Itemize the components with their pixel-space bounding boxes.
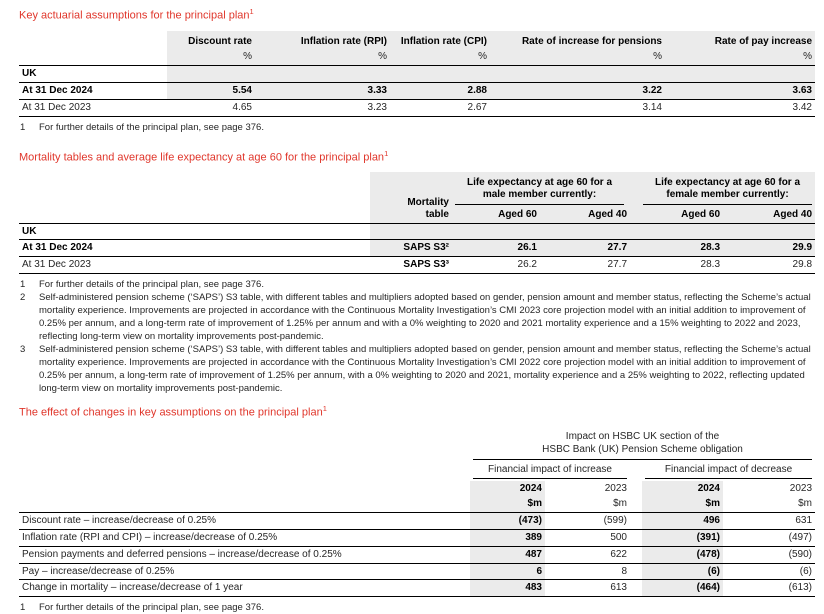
column-gap <box>630 481 642 497</box>
section-title-text: Mortality tables and average life expectancy at age 60 for the principal plan <box>19 151 385 164</box>
footnote-marker: 1 <box>20 602 26 614</box>
unit-label: $m <box>545 496 630 512</box>
year-header-row <box>19 481 815 497</box>
footnote-marker: 2 <box>20 292 26 304</box>
year-header: 2024 <box>642 481 723 497</box>
table-row <box>19 240 815 257</box>
value-cell: 2.88 <box>390 83 490 100</box>
value-cell: 613 <box>545 580 630 597</box>
header-spacer <box>19 49 167 65</box>
value-cell: (6) <box>723 563 815 580</box>
row-label: Pension payments and deferred pensions – increase/decrease of 0.25% <box>19 546 470 563</box>
unit-label: % <box>490 49 665 65</box>
table-row <box>19 99 815 116</box>
column-header: Aged 40 <box>540 207 630 223</box>
value-cell: 2.67 <box>390 99 490 116</box>
table-row <box>19 83 815 100</box>
header-spacer <box>19 428 470 462</box>
value-cell: (590) <box>723 546 815 563</box>
decrease-group-header-cell <box>642 462 815 481</box>
value-cell: (6) <box>642 563 723 580</box>
header-spacer <box>19 462 470 481</box>
footnote <box>20 121 815 134</box>
footnote-marker: 1 <box>20 279 26 291</box>
column-header: Aged 60 <box>452 207 540 223</box>
value-cell: 4.65 <box>167 99 255 116</box>
table-row <box>19 529 815 546</box>
value-cell: 26.2 <box>452 257 540 274</box>
table-header-row <box>19 172 815 207</box>
mortality-table-cell: SAPS S3² <box>370 240 452 257</box>
footnote <box>20 291 815 343</box>
value-cell: 27.7 <box>540 257 630 274</box>
value-cell: 8 <box>545 563 630 580</box>
footnotes-block <box>20 601 815 614</box>
unit-label: % <box>167 49 255 65</box>
footnote-text: For further details of the principal plan, see page 376. <box>39 602 264 614</box>
header-spacer <box>19 31 167 50</box>
column-header: Rate of pay increase <box>665 31 815 50</box>
value-cell: 29.8 <box>723 257 815 274</box>
row-label: Change in mortality – increase/decrease of 1 year <box>19 580 470 597</box>
footnote <box>20 601 815 614</box>
unit-label: % <box>390 49 490 65</box>
unit-header-row <box>19 49 815 65</box>
empty-cell <box>723 223 815 240</box>
value-cell: (478) <box>642 546 723 563</box>
value-cell: 500 <box>545 529 630 546</box>
table-row <box>19 563 815 580</box>
column-header: Inflation rate (CPI) <box>390 31 490 50</box>
value-cell: 29.9 <box>723 240 815 257</box>
male-group-header-cell <box>452 172 630 207</box>
table-header-row <box>19 31 815 50</box>
footnote-ref: 1 <box>249 7 254 16</box>
section-title-text: Key actuarial assumptions for the principal plan <box>19 9 250 22</box>
header-spacer <box>19 496 470 512</box>
value-cell: 28.3 <box>630 257 723 274</box>
increase-group-header-cell <box>470 462 630 481</box>
year-header: 2023 <box>604 482 627 494</box>
unit-label: $m <box>470 496 545 512</box>
column-header: Discount rate <box>167 31 255 50</box>
group-row-uk <box>19 66 815 83</box>
row-label: Discount rate – increase/decrease of 0.25% <box>19 513 470 530</box>
unit-label: % <box>665 49 815 65</box>
section-title-mortality-tables <box>19 149 815 164</box>
value-cell: 27.7 <box>540 240 630 257</box>
unit-label: % <box>255 49 390 65</box>
footnote-ref: 1 <box>322 404 327 414</box>
empty-cell <box>540 223 630 240</box>
year-header: 2024 <box>470 481 545 497</box>
mortality-table-cell: SAPS S3³ <box>370 257 452 274</box>
unit-label: $m <box>642 496 723 512</box>
span-header-line: HSBC Bank (UK) Pension Scheme obligation <box>542 443 743 455</box>
value-cell: 622 <box>545 546 630 563</box>
column-gap <box>630 529 642 546</box>
column-header: Inflation rate (RPI) <box>255 31 390 50</box>
female-group-header-cell <box>630 172 815 207</box>
value-cell: (613) <box>723 580 815 597</box>
column-header-line: Mortality <box>407 197 449 209</box>
footnote-text: For further details of the principal plan, see page 376. <box>39 279 264 291</box>
value-cell: 3.14 <box>490 99 665 116</box>
group-label: UK <box>19 223 370 240</box>
column-header-line: table <box>425 208 449 220</box>
mortality-life-expectancy-table <box>19 172 815 274</box>
increase-group-header: Financial impact of increase <box>473 464 627 479</box>
value-cell: 483 <box>470 580 545 597</box>
column-gap <box>630 513 642 530</box>
value-cell: (464) <box>642 580 723 597</box>
column-gap <box>630 580 642 597</box>
header-spacer <box>19 207 370 223</box>
male-group-header: Life expectancy at age 60 for a male member currently: <box>455 177 624 205</box>
footnotes-block <box>20 278 815 395</box>
key-assumptions-impact-table <box>19 428 815 597</box>
footnote-text: Self-administered pension scheme (‘SAPS’) S3 table, with different tables and multipliers adopted based on gender, pension amount and member status, reflecting the Scheme’s actual mortality experience. Improvements are projected in accordance with the Continuous Mortality Investigation’s CMI 2022 core projection model with an initial addition to improvement of 0.25% per annum, a long-term rate of improvement of 1.25% per annum, with a 0% weighting to 2020 and 2021, mortality experience and a 25% weighting to 2022, reflecting updated long-term view on mortality improvements post-pandemic. <box>39 344 811 395</box>
value-cell: 3.22 <box>490 83 665 100</box>
value-cell: (497) <box>723 529 815 546</box>
value-cell: 389 <box>470 529 545 546</box>
value-cell: 3.23 <box>255 99 390 116</box>
footnote <box>20 278 815 291</box>
footnote-marker: 3 <box>20 344 26 356</box>
column-header: Aged 60 <box>630 207 723 223</box>
mortality-table-column-header <box>370 172 452 223</box>
footnotes-block <box>20 121 815 134</box>
span-header-line: Impact on HSBC UK section of the <box>565 430 720 442</box>
impact-group-header-row <box>19 462 815 481</box>
empty-cell <box>452 223 540 240</box>
table-row <box>19 580 815 597</box>
obligation-span-header <box>473 430 812 460</box>
section-title-effect-of-changes <box>19 404 815 419</box>
column-gap <box>630 546 642 563</box>
value-cell: 3.42 <box>665 99 815 116</box>
span-header-row <box>19 428 815 462</box>
table-row <box>19 257 815 274</box>
column-header: Rate of increase for pensions <box>490 31 665 50</box>
empty-cell <box>665 66 815 83</box>
footnote-text: For further details of the principal plan, see page 376. <box>39 121 264 133</box>
empty-cell <box>370 223 452 240</box>
value-cell: 487 <box>470 546 545 563</box>
table-row <box>19 513 815 530</box>
obligation-span-header-cell <box>470 428 815 462</box>
value-cell: (599) <box>545 513 630 530</box>
value-cell: 6 <box>470 563 545 580</box>
footnote-ref: 1 <box>384 148 389 158</box>
group-row-uk <box>19 223 815 240</box>
value-cell: 496 <box>642 513 723 530</box>
column-gap <box>630 462 642 481</box>
value-cell: (473) <box>470 513 545 530</box>
header-spacer <box>19 481 470 497</box>
row-label: At 31 Dec 2023 <box>19 257 370 274</box>
year-header: 2023 <box>789 482 813 494</box>
empty-cell <box>390 66 490 83</box>
footnote-marker: 1 <box>20 121 26 133</box>
column-gap <box>630 563 642 580</box>
row-label: At 31 Dec 2024 <box>19 83 167 100</box>
footnote-text: Self-administered pension scheme (‘SAPS’) S3 table, with different tables and multipliers adopted based on gender, pension amount and member status, reflecting the Scheme’s actual mortality experience. Improvements are projected in accordance with the Continuous Mortality Investigation’s CMI 2023 core projection model with an initial addition to improvement of 0.25% per annum, and a long-term rate of improvement of 1.25% per annum and with a 0% weighting to 2020 and 2021 mortality experience and a 15% weighting to 2022 and 2023, reflecting long-term view on mortality improvements post-pandemic. <box>39 292 811 343</box>
column-header: Aged 40 <box>723 207 815 223</box>
section-title-key-actuarial-assumptions <box>19 7 815 22</box>
empty-cell <box>255 66 390 83</box>
value-cell: 5.54 <box>167 83 255 100</box>
empty-cell <box>167 66 255 83</box>
decrease-group-header: Financial impact of decrease <box>645 464 812 479</box>
unit-label: $m <box>723 496 815 512</box>
section-title-text: The effect of changes in key assumptions on the principal plan <box>19 406 323 419</box>
key-actuarial-assumptions-table <box>19 31 815 117</box>
unit-header-row <box>19 496 815 512</box>
row-label: At 31 Dec 2023 <box>19 99 167 116</box>
row-label: At 31 Dec 2024 <box>19 240 370 257</box>
footnote <box>20 343 815 395</box>
female-group-header: Life expectancy at age 60 for a female member currently: <box>643 177 812 205</box>
column-gap <box>630 496 642 512</box>
value-cell: 631 <box>723 513 815 530</box>
row-label: Inflation rate (RPI and CPI) – increase/decrease of 0.25% <box>19 529 470 546</box>
value-cell: 3.63 <box>665 83 815 100</box>
empty-cell <box>630 223 723 240</box>
group-label: UK <box>19 66 167 83</box>
value-cell: (391) <box>642 529 723 546</box>
table-row <box>19 546 815 563</box>
empty-cell <box>490 66 665 83</box>
value-cell: 3.33 <box>255 83 390 100</box>
value-cell: 26.1 <box>452 240 540 257</box>
header-spacer <box>19 172 370 207</box>
row-label: Pay – increase/decrease of 0.25% <box>19 563 470 580</box>
value-cell: 28.3 <box>630 240 723 257</box>
